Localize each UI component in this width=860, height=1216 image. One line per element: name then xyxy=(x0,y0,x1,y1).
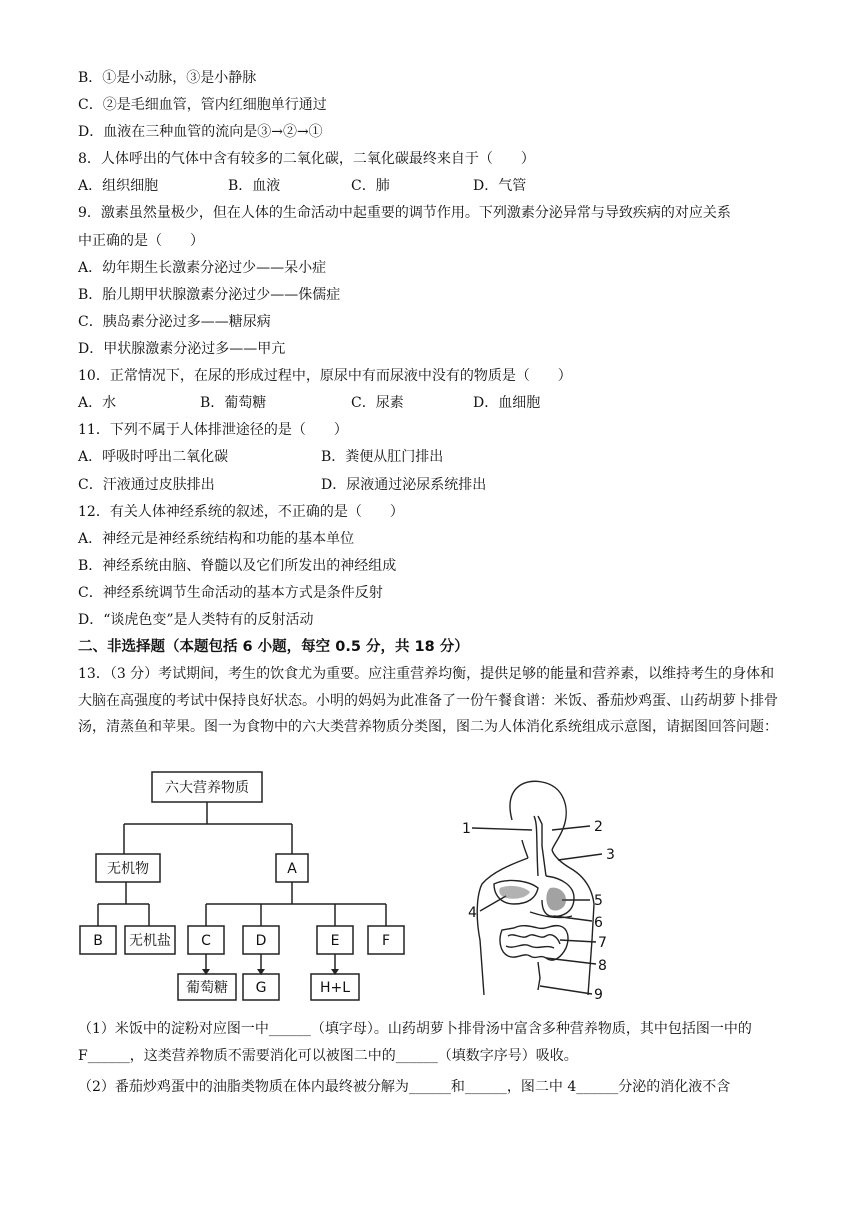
digestive-label-1: 1 xyxy=(462,821,471,837)
q10-option-b: B．葡萄糖 xyxy=(200,395,267,411)
q10-option-c: C．尿素 xyxy=(351,395,404,411)
q13-intro: 13．（3 分）考试期间，考生的饮食尤为重要。应注重营养均衡，提供足够的能量和营养素，以维持考生的身体和大脑在高强度的考试中保持良好状态。小明的妈妈为此准备了一份午餐食谱：米饭、番茄炒鸡蛋、山药胡萝卜排骨汤，清蒸鱼和苹果。图一为食物中的六大类营养物质分类图，图二为人体消化系统组成示意图，请据图回答问题： xyxy=(78,666,778,735)
q10-option-a: A．水 xyxy=(78,395,117,411)
tree-g-label: G xyxy=(255,980,267,996)
q11-option-b: B．粪便从肛门排出 xyxy=(321,449,444,465)
digestive-label-6: 6 xyxy=(594,915,603,931)
q8-option-a: A．组织细胞 xyxy=(78,178,159,194)
digestive-label-4: 4 xyxy=(468,905,477,921)
q9-option-b: B．胎儿期甲状腺激素分泌过少——侏儒症 xyxy=(78,287,341,303)
q10-stem: 10．正常情况下，在尿的形成过程中，原尿中有而尿液中没有的物质是（ ） xyxy=(78,368,572,384)
tree-inorganic-label: 无机物 xyxy=(107,861,149,877)
digestive-label-5: 5 xyxy=(594,893,603,909)
q9-stem-line2: 中正确的是（ ） xyxy=(78,233,204,249)
figure-digestive-system xyxy=(442,780,632,1004)
tree-glucose-label: 葡萄糖 xyxy=(186,980,228,996)
q11-option-c: C．汗液通过皮肤排出 xyxy=(78,477,215,493)
q9-option-c: C．胰岛素分泌过多——糖尿病 xyxy=(78,314,271,330)
q7-option-b: B．①是小动脉，③是小静脉 xyxy=(78,70,257,86)
digestive-label-3: 3 xyxy=(606,847,615,863)
q12-stem: 12．有关人体神经系统的叙述，不正确的是（ ） xyxy=(78,504,404,520)
figure-nutrient-tree xyxy=(76,768,416,1004)
q9-option-d: D．甲状腺激素分泌过多——甲亢 xyxy=(78,341,286,357)
tree-c-label: C xyxy=(201,933,211,949)
tree-salt-label: 无机盐 xyxy=(129,933,171,949)
q8-option-d: D．气管 xyxy=(473,178,527,194)
q11-option-a: A．呼吸时呼出二氧化碳 xyxy=(78,449,229,465)
q12-option-c: C．神经系统调节生命活动的基本方式是条件反射 xyxy=(78,585,383,601)
q7-option-c: C．②是毛细血管，管内红细胞单行通过 xyxy=(78,97,327,113)
q13-sub1: （1）米饭中的淀粉对应图一中______（填字母）。山药胡萝卜排骨汤中富含多种营养物质，其中包括图一中的 F______，这类营养物质不需要消化可以被图二中的______（填数字序号）吸收。 xyxy=(78,1021,752,1064)
digestive-label-8: 8 xyxy=(598,958,607,974)
q10-option-d: D．血细胞 xyxy=(473,395,541,411)
section-title: 二、非选择题（本题包括 6 小题，每空 0.5 分，共 18 分） xyxy=(78,639,469,655)
q12-option-d: D．“谈虎色变”是人类特有的反射活动 xyxy=(78,612,314,628)
q9-option-a: A．幼年期生长激素分泌过少——呆小症 xyxy=(78,260,327,276)
q8-option-b: B．血液 xyxy=(228,178,281,194)
digestive-label-9: 9 xyxy=(594,987,603,1003)
digestive-label-2: 2 xyxy=(594,819,603,835)
q8-stem: 8．人体呼出的气体中含有较多的二氧化碳，二氧化碳最终来自于（ ） xyxy=(78,151,535,167)
q9-stem-line1: 9．激素虽然量极少，但在人体的生命活动中起重要的调节作用。下列激素分泌异常与导致疾病的对应关系 xyxy=(78,205,731,221)
q12-option-a: A．神经元是神经系统结构和功能的基本单位 xyxy=(78,531,355,547)
tree-d-label: D xyxy=(255,933,267,949)
tree-e-label: E xyxy=(330,933,340,949)
tree-b-label: B xyxy=(93,933,103,949)
head-outline xyxy=(510,781,566,850)
q12-option-b: B．神经系统由脑、脊髓以及它们所发出的神经组成 xyxy=(78,558,397,574)
tree-root-label: 六大营养物质 xyxy=(165,780,249,796)
q11-stem: 11．下列不属于人体排泄途径的是（ ） xyxy=(78,422,348,438)
q8-option-c: C．肺 xyxy=(351,178,390,194)
tree-f-label: F xyxy=(381,933,391,949)
digestive-label-7: 7 xyxy=(598,935,607,951)
q7-option-d: D．血液在三种血管的流向是③→②→① xyxy=(78,124,323,140)
q11-option-d: D．尿液通过泌尿系统排出 xyxy=(321,477,487,493)
tree-a-label: A xyxy=(287,861,297,877)
tree-hl-label: H+L xyxy=(319,980,351,996)
q13-sub2: （2）番茄炒鸡蛋中的油脂类物质在体内最终被分解为______和______，图二中 4______分泌的消化液不含 xyxy=(78,1079,731,1095)
